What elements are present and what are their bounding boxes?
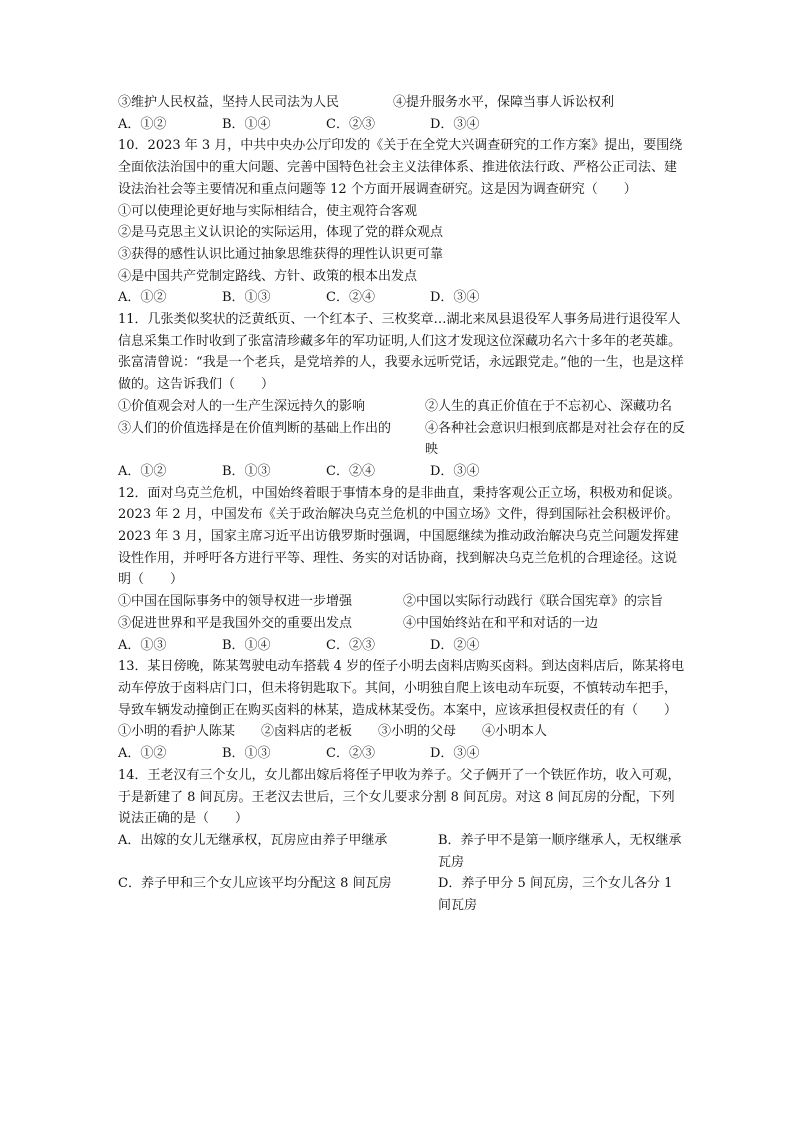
q12-item-1: ①中国在国际事务中的领导权进一步增强 [118,594,353,610]
q13-option-a[interactable]: A．①② [118,746,167,762]
q11-stem: 11．几张类似奖状的泛黄纸页、一个红本子、三枚奖章…湖北来凤县退役军人事务局进行退役军人信息采集工作时收到了张富清珍藏多年的军功证明,人们这才发现这位深藏功名六十多年的老英雄。张富清曾说：“我是一个老兵，是党培养的人，我要永远听党话，永远跟党走。”他的一生，也是这样做的。这告诉我们（ ） [118,312,684,393]
q11-option-b[interactable]: B．①③ [222,463,271,479]
q14-options-row-2 [118,873,686,916]
q12-items-row-1 [118,591,686,613]
q11-options [118,461,686,483]
q11-item-4: ④各种社会意识归根到底都是对社会存在的反映 [425,420,686,458]
q11-items-row-2 [118,418,686,461]
exam-page [118,92,686,917]
q13-items: ①小明的看护人陈某 ②卤料店的老板 ③小明的父母 ④小明本人 [118,724,548,740]
q10-item-3: ③获得的感性认识比通过抽象思维获得的理性认识更可靠 [118,246,444,262]
q12-option-b[interactable]: B．①④ [222,637,271,653]
q9-option-c[interactable]: C．②③ [326,116,375,132]
q9-items-row [118,92,686,114]
q12-item-3: ③促进世界和平是我国外交的重要出发点 [118,615,353,631]
q10-option-a[interactable]: A．①② [118,290,167,306]
q11-item-1: ①价值观会对人的一生产生深远持久的影响 [118,398,366,414]
q12-options [118,635,686,657]
q12-item-2: ②中国以实际行动践行《联合国宪章》的宗旨 [403,594,664,610]
q10-option-c[interactable]: C．②④ [326,290,375,306]
q13-option-b[interactable]: B．①③ [222,746,271,762]
q13-stem: 13．某日傍晚，陈某驾驶电动车搭载 4 岁的侄子小明去卤料店购买卤料。到达卤料店后，陈某将电动车停放于卤料店门口，但未将钥匙取下。其间，小明独自爬上该电动车玩耍，不慎转动车把手，导致车辆发动撞倒正在购买卤料的林某，造成林某受伤。本案中，应该承担侵权责任的有（ ） [118,659,685,718]
q11-option-d[interactable]: D．③④ [430,463,480,479]
q10-item-2: ②是马克思主义认识论的实际运用，体现了党的群众观点 [118,225,444,241]
q10-option-b[interactable]: B．①③ [222,290,271,306]
q14-option-b[interactable]: B．养子甲不是第一顺序继承人，无权继承瓦房 [438,832,682,870]
q11-item-3: ③人们的价值选择是在价值判断的基础上作出的 [118,420,392,436]
q9-item-3: ③维护人民权益，坚持人民司法为人民 [118,95,340,110]
q12-items-row-2 [118,613,686,635]
q11-option-c[interactable]: C．②④ [326,463,375,479]
q14-option-d[interactable]: D．养子甲分 5 间瓦房，三个女儿各分 1 间瓦房 [438,876,673,914]
q12-option-c[interactable]: C．②③ [326,637,375,653]
q12-option-d[interactable]: D．②④ [430,637,480,653]
q11-items-row-1 [118,396,686,418]
q12-item-4: ④中国始终站在和平和对话的一边 [403,615,599,631]
q13-option-c[interactable]: C．②③ [326,746,375,762]
q12-stem: 12．面对乌克兰危机，中国始终着眼于事情本身的是非曲直，秉持客观公正立场，积极劝和促谈。2023 年 2 月，中国发布《关于政治解决乌克兰危机的中国立场》文件，得到国际社会积极评价。2023 年 3 月，国家主席习近平出访俄罗斯时强调，中国愿继续为推动政治解决乌克兰问题发挥建设性作用，并呼吁各方进行平等、理性、务实的对话协商，找到解决乌克兰危机的合理途径。这说明（ ） [118,485,681,588]
q14-option-c[interactable]: C．养子甲和三个女儿应该平均分配这 8 间瓦房 [118,876,392,892]
q9-options [118,114,686,136]
q11-option-a[interactable]: A．①② [118,463,167,479]
q10-options [118,287,686,309]
q10-item-1: ①可以使理论更好地与实际相结合，使主观符合客观 [118,203,418,219]
q14-stem: 14．王老汉有三个女儿，女儿都出嫁后将侄子甲收为养子。父子俩开了一个铁匠作坊，收入可观，于是新建了 8 间瓦房。王老汉去世后，三个女儿要求分割 8 间瓦房。对这 8 间瓦房的分配，下列说法正确的是（ ） [118,767,681,827]
q14-options-row-1 [118,830,686,873]
q9-item-4: ④提升服务水平，保障当事人诉讼权利 [393,95,615,110]
q12-option-a[interactable]: A．①③ [118,637,167,653]
q14-option-a[interactable]: A．出嫁的女儿无继承权，瓦房应由养子甲继承 [118,832,388,848]
q9-option-d[interactable]: D．③④ [430,116,480,132]
q10-option-d[interactable]: D．③④ [430,290,480,306]
q10-item-4: ④是中国共产党制定路线、方针、政策的根本出发点 [118,268,418,284]
q10-stem: 10．2023 年 3 月，中共中央办公厅印发的《关于在全党大兴调查研究的工作方案》提出，要围绕全面依法治国中的重大问题、完善中国特色社会主义法律体系、推进依法行政、严格公正司法、建设法治社会等主要情况和重点问题等 12 个方面开展调查研究。这是因为调查研究（ ） [118,138,683,197]
q13-option-d[interactable]: D．③④ [430,746,480,762]
q9-option-a[interactable]: A．①② [118,116,167,132]
q11-item-2: ②人生的真正价值在于不忘初心、深藏功名 [425,398,673,414]
q9-option-b[interactable]: B．①④ [222,116,271,132]
q13-options [118,743,686,765]
